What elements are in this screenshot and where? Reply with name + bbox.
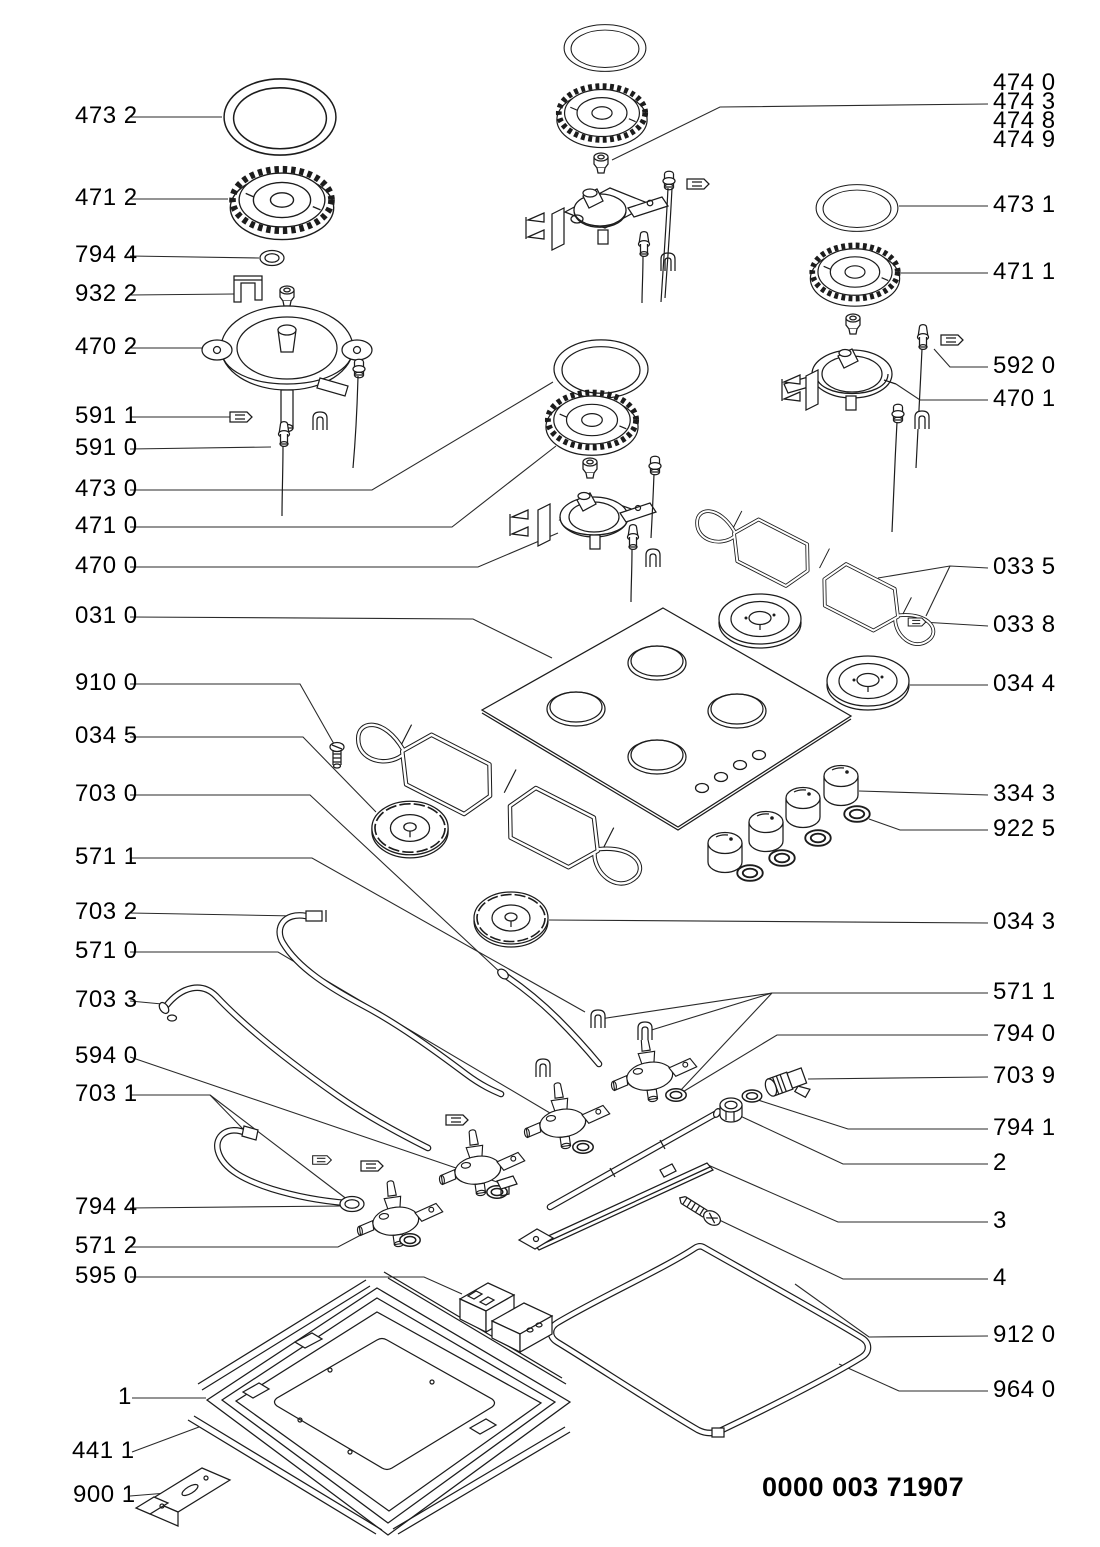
burner-ring-b <box>557 86 647 147</box>
part-label-034-4: 034 4 <box>993 670 1056 698</box>
burner-cover-top <box>719 594 801 648</box>
clip-c <box>941 335 963 345</box>
part-label-pos-3: 3 <box>993 1207 1007 1235</box>
part-label-033-5: 033 5 <box>993 553 1056 581</box>
pipe-703-1 <box>217 1126 350 1209</box>
burner-cap-473-0 <box>554 340 648 398</box>
thermocouple-a <box>353 359 365 378</box>
burner-cap-b <box>564 25 646 72</box>
part-label-794-4b: 794 4 <box>75 1193 138 1221</box>
clip-571-1-c <box>536 1059 550 1077</box>
part-label-474-0: 474 0 <box>993 69 1056 97</box>
clip-b <box>687 179 709 189</box>
seal-794-4 <box>260 251 284 266</box>
injector-d <box>583 458 597 478</box>
washer-794-1 <box>742 1090 762 1102</box>
part-label-473-0: 473 0 <box>75 475 138 503</box>
igniter-591-0 <box>279 422 290 447</box>
part-label-pos-2: 2 <box>993 1149 1007 1177</box>
part-label-592-0: 592 0 <box>993 352 1056 380</box>
clip-v1 <box>361 1161 383 1171</box>
gas-tap-571-2 <box>351 1174 446 1252</box>
burner-cap-ring-473-2 <box>224 79 336 155</box>
strip-d <box>538 504 550 546</box>
burner-body-470-0 <box>560 493 656 550</box>
burner-cover-034-3 <box>474 892 548 947</box>
part-label-703-9: 703 9 <box>993 1062 1056 1090</box>
clip-v2 <box>446 1115 468 1125</box>
screw-910-0 <box>330 743 344 769</box>
part-label-033-8: 033 8 <box>993 611 1056 639</box>
pipe-703-0 <box>496 967 599 1064</box>
part-label-471-1: 471 1 <box>993 258 1056 286</box>
pipe-703-2 <box>280 910 501 1094</box>
burner-cap-473-1 <box>816 185 898 232</box>
thermocouple-b <box>663 171 675 190</box>
part-label-703-2: 703 2 <box>75 898 138 926</box>
burner-assembly-top-left <box>202 79 372 516</box>
burner-ring-471-2 <box>230 169 333 239</box>
part-label-595-0: 595 0 <box>75 1262 138 1290</box>
part-label-571-2: 571 2 <box>75 1232 138 1260</box>
part-label-571-1L: 571 1 <box>75 843 138 871</box>
bracket-932-2 <box>234 276 262 302</box>
part-label-794-1: 794 1 <box>993 1114 1056 1142</box>
part-label-910-0: 910 0 <box>75 669 138 697</box>
gas-tap-3 <box>518 1076 613 1154</box>
part-label-794-4a: 794 4 <box>75 241 138 269</box>
clip-571-1-b <box>638 1022 652 1040</box>
injector-c <box>846 314 860 334</box>
nut-pos-2 <box>720 1098 742 1122</box>
burner-assembly-mid-center <box>510 340 661 602</box>
elbow-fitting-703-9 <box>763 1067 812 1109</box>
burner-body-470-2 <box>202 306 372 432</box>
part-label-441-1: 441 1 <box>72 1437 135 1465</box>
part-label-591-0: 591 0 <box>75 434 138 462</box>
part-label-334-3: 334 3 <box>993 780 1056 808</box>
strip-b <box>552 208 564 250</box>
part-label-932-2: 932 2 <box>75 280 138 308</box>
part-label-964-0: 964 0 <box>993 1376 1056 1404</box>
burner-assembly-top-center <box>526 25 709 303</box>
injector-474 <box>594 153 608 173</box>
seal-794-4b <box>340 1197 364 1212</box>
u-clip-a <box>313 412 327 430</box>
igniter-b <box>639 232 650 257</box>
part-label-470-0: 470 0 <box>75 552 138 580</box>
part-label-471-2: 471 2 <box>75 184 138 212</box>
screw-pos-4 <box>676 1192 723 1228</box>
part-label-922-5: 922 5 <box>993 815 1056 843</box>
part-label-034-5: 034 5 <box>75 722 138 750</box>
bracket-900-1 <box>136 1468 230 1526</box>
part-label-703-0: 703 0 <box>75 780 138 808</box>
burner-ring-471-1 <box>810 245 899 306</box>
thermocouple-c <box>892 404 904 423</box>
burner-body-470-1 <box>784 349 896 410</box>
injector-a <box>280 286 294 306</box>
u-clip-d <box>646 549 660 567</box>
part-label-912-0: 912 0 <box>993 1321 1056 1349</box>
part-label-571-1R: 571 1 <box>993 978 1056 1006</box>
part-label-pos-4: 4 <box>993 1264 1007 1292</box>
thermocouple-d <box>649 456 661 475</box>
wedge-clips-d <box>510 510 528 536</box>
part-label-591-1: 591 1 <box>75 402 138 430</box>
part-label-474-8: 474 8 <box>993 107 1056 135</box>
gas-tap-2 <box>433 1123 528 1201</box>
igniter-d <box>628 525 639 550</box>
spark-generator-595-0 <box>460 1283 552 1352</box>
burner-cover-034-4 <box>827 656 909 710</box>
burner-ring-471-0 <box>546 393 638 456</box>
drawing-code: 0000 003 71907 <box>762 1472 965 1502</box>
clip-v0 <box>313 1156 332 1165</box>
burner-body-b <box>565 188 668 244</box>
burner-assembly-top-right <box>782 185 963 532</box>
part-label-470-1: 470 1 <box>993 385 1056 413</box>
part-label-474-3: 474 3 <box>993 88 1056 116</box>
support-foot-033-8 <box>908 618 926 626</box>
part-label-470-2: 470 2 <box>75 333 138 361</box>
part-label-794-0: 794 0 <box>993 1020 1056 1048</box>
clip-571-1-a <box>591 1010 605 1028</box>
igniter-592-0 <box>918 325 929 350</box>
part-label-703-3: 703 3 <box>75 986 138 1014</box>
part-label-703-1: 703 1 <box>75 1080 138 1108</box>
strip-c <box>806 370 818 410</box>
part-label-474-9: 474 9 <box>993 126 1056 154</box>
part-label-034-3: 034 3 <box>993 908 1056 936</box>
u-clip-c <box>915 411 929 429</box>
part-label-571-0: 571 0 <box>75 937 138 965</box>
part-label-473-1: 473 1 <box>993 191 1056 219</box>
burner-cover-034-5 <box>372 801 448 858</box>
hob-seal-gasket <box>551 1246 868 1437</box>
wedge-clips-b <box>526 213 544 239</box>
part-label-594-0: 594 0 <box>75 1042 138 1070</box>
part-label-900-1: 900 1 <box>73 1481 136 1509</box>
part-label-473-2: 473 2 <box>75 102 138 130</box>
tap-seal-794-0 <box>666 1089 686 1101</box>
clip-591-1 <box>230 412 252 422</box>
part-label-031-0: 031 0 <box>75 602 138 630</box>
part-label-471-0: 471 0 <box>75 512 138 540</box>
part-label-pos-1: 1 <box>118 1383 132 1411</box>
gas-taps <box>313 1010 701 1252</box>
pipe-703-3 <box>157 988 428 1148</box>
